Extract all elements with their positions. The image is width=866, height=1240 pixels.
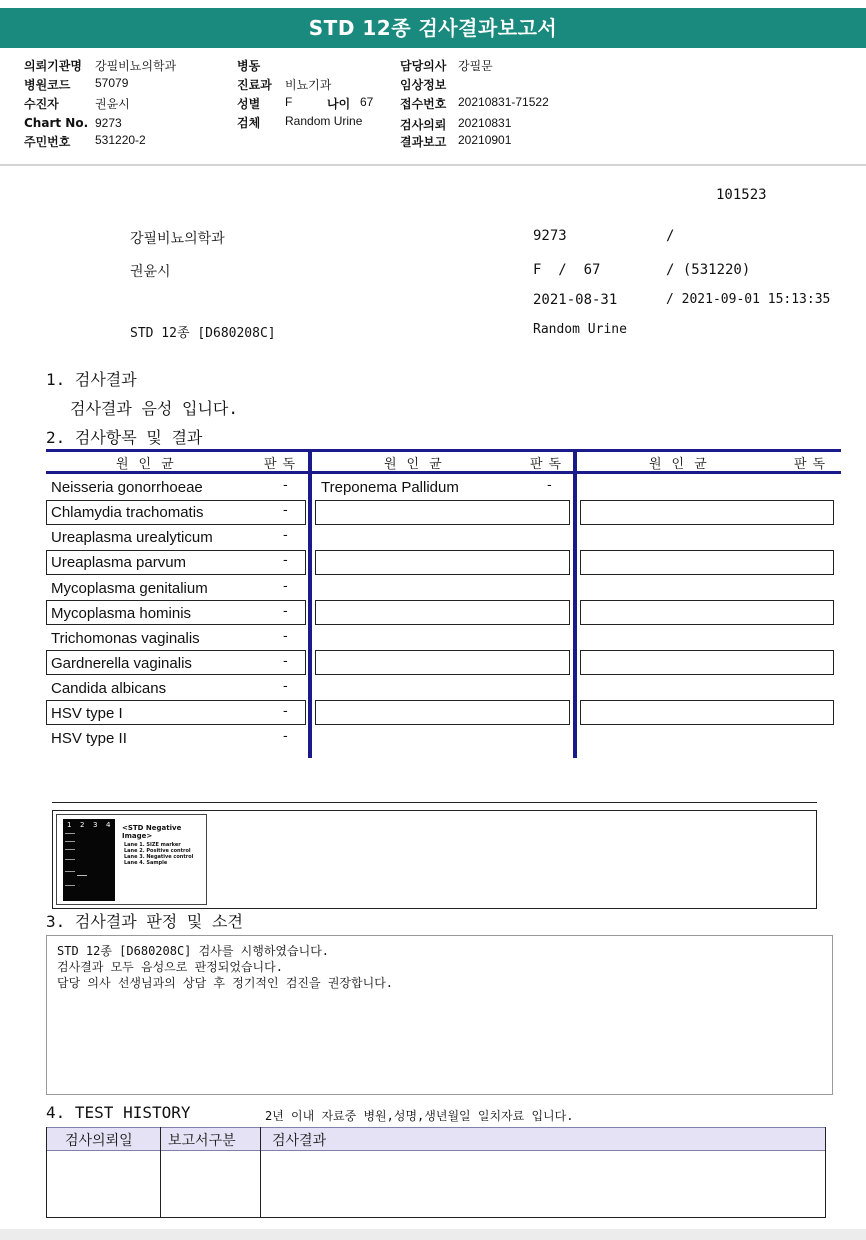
organism-result: - xyxy=(283,478,288,493)
organism-result: - xyxy=(283,503,288,518)
marker-band xyxy=(65,885,75,886)
col1-organism-header: 원인균 xyxy=(116,457,184,472)
organism-result: - xyxy=(283,579,288,594)
marker-band xyxy=(65,833,75,834)
resident-value: 531220-2 xyxy=(95,133,146,147)
history-col-date: 검사의뢰일 xyxy=(65,1133,133,1149)
organism-result: - xyxy=(283,704,288,719)
summary-specimen: Random Urine xyxy=(533,322,627,337)
doctor-value: 강필문 xyxy=(458,59,493,73)
col3-result-header: 판독 xyxy=(794,457,832,472)
patient-value: 권윤시 xyxy=(95,97,130,111)
specimen-label: 검체 xyxy=(237,116,261,130)
report-id: 101523 xyxy=(716,187,767,203)
summary-chart: 9273 xyxy=(533,228,567,244)
history-col-result: 검사결과 xyxy=(272,1133,327,1149)
page-bottom-bar xyxy=(0,1229,866,1240)
lane-number: 2 xyxy=(80,821,85,829)
receipt-label: 접수번호 xyxy=(400,97,447,111)
gel-legend-line: Lane 2. Positive control xyxy=(124,848,191,854)
section4-title: 4. TEST HISTORY xyxy=(46,1103,191,1122)
patient-label: 수진자 xyxy=(24,97,59,111)
gel-legend-line: Lane 3. Negative control xyxy=(124,854,194,860)
organism-name: Ureaplasma parvum xyxy=(51,554,187,571)
organism-name: Neisseria gonorrhoeae xyxy=(51,479,203,496)
organism-name: Trichomonas vaginalis xyxy=(51,630,200,647)
marker-band xyxy=(65,849,75,850)
opinion-line: 검사결과 모두 음성으로 판정되었습니다. xyxy=(57,960,283,974)
doctor-label: 담당의사 xyxy=(400,59,447,73)
organism-name: Chlamydia trachomatis xyxy=(51,504,204,521)
col2-result-header: 판독 xyxy=(530,457,568,472)
summary-birth: / (531220) xyxy=(666,262,751,278)
resident-label: 주민번호 xyxy=(24,135,71,149)
request-label: 검사의뢰 xyxy=(400,118,447,132)
organism-result: - xyxy=(283,729,288,744)
row-box xyxy=(580,600,834,625)
request-value: 20210831 xyxy=(458,116,512,130)
organism-result: - xyxy=(547,478,552,493)
organism-name: Ureaplasma urealyticum xyxy=(51,529,213,546)
report-title: STD 12종 검사결과보고서 xyxy=(0,8,866,48)
hospital-value: 강필비뇨의학과 xyxy=(95,59,177,73)
sex-value: F xyxy=(285,95,293,109)
col2-organism-header: 원인균 xyxy=(384,457,452,472)
organism-name: HSV type I xyxy=(51,705,123,722)
report-value: 20210901 xyxy=(458,133,512,147)
specimen-value: Random Urine xyxy=(285,114,363,128)
section3-title: 3. 검사결과 판정 및 소견 xyxy=(46,912,243,931)
image-top-rule xyxy=(52,802,817,803)
code-label: 병원코드 xyxy=(24,78,71,92)
history-border-left xyxy=(46,1127,47,1218)
summary-sex-age: F / 67 xyxy=(533,262,601,278)
organism-name: Treponema Pallidum xyxy=(321,479,459,496)
ward-label: 병동 xyxy=(237,59,261,73)
receipt-value: 20210831-71522 xyxy=(458,95,549,109)
gel-legend-line: Lane 4. Sample xyxy=(124,860,168,866)
history-header-row xyxy=(46,1127,826,1151)
organism-name: Gardnerella vaginalis xyxy=(51,655,192,672)
row-box xyxy=(580,700,834,725)
marker-band xyxy=(65,841,75,842)
organism-result: - xyxy=(283,553,288,568)
organism-name: HSV type II xyxy=(51,730,127,747)
organism-result: - xyxy=(283,604,288,619)
opinion-box xyxy=(46,935,833,1095)
history-col-type: 보고서구분 xyxy=(168,1133,236,1149)
organism-result: - xyxy=(283,528,288,543)
opinion-line: 담당 의사 선생님과의 상담 후 정기적인 검진을 권장합니다. xyxy=(57,976,394,990)
history-border-right xyxy=(825,1127,826,1218)
row-box xyxy=(580,650,834,675)
lane-number: 4 xyxy=(106,821,111,829)
section2-title: 2. 검사항목 및 결과 xyxy=(46,428,203,447)
marker-band xyxy=(65,871,75,872)
code-value: 57079 xyxy=(95,76,129,90)
summary-patient: 권윤시 xyxy=(130,264,171,280)
clinical-label: 임상정보 xyxy=(400,78,447,92)
table-top-rule xyxy=(46,449,841,452)
history-border-bottom xyxy=(46,1217,826,1218)
dept-label: 진료과 xyxy=(237,78,272,92)
col3-organism-header: 원인균 xyxy=(649,457,717,472)
history-note: 2년 이내 자료중 병원,성명,생년월일 일치자료 입니다. xyxy=(265,1109,574,1123)
organism-result: - xyxy=(283,629,288,644)
positive-control-band xyxy=(77,875,87,876)
section1-result: 검사결과 음성 입니다. xyxy=(70,399,239,418)
lane-number: 3 xyxy=(93,821,98,829)
summary-slash: / xyxy=(666,228,675,244)
gel-legend-title: <STD Negative Image> xyxy=(122,824,182,840)
summary-hospital: 강필비뇨의학과 xyxy=(130,231,225,247)
header-divider xyxy=(0,164,866,166)
table-divider-2 xyxy=(573,449,577,758)
chart-label: Chart No. xyxy=(24,116,89,130)
lane-number: 1 xyxy=(67,821,72,829)
hospital-label: 의뢰기관명 xyxy=(24,59,82,73)
sex-label: 성별 xyxy=(237,97,261,111)
organism-name: Candida albicans xyxy=(51,680,167,697)
row-box xyxy=(315,600,570,625)
row-box xyxy=(315,550,570,575)
row-box xyxy=(315,650,570,675)
summary-test: STD 12종 [D680208C] xyxy=(130,326,276,341)
row-box xyxy=(580,550,834,575)
row-box xyxy=(580,500,834,525)
dept-value: 비뇨기과 xyxy=(285,78,332,92)
organism-result: - xyxy=(283,654,288,669)
opinion-line: STD 12종 [D680208C] 검사를 시행하였습니다. xyxy=(57,944,330,958)
col1-result-header: 판독 xyxy=(264,457,302,472)
organism-name: Mycoplasma genitalium xyxy=(51,580,208,597)
row-box xyxy=(315,700,570,725)
section1-title: 1. 검사결과 xyxy=(46,370,137,389)
row-box xyxy=(315,500,570,525)
age-value: 67 xyxy=(360,95,374,109)
report-label: 결과보고 xyxy=(400,135,447,149)
organism-name: Mycoplasma hominis xyxy=(51,605,192,622)
summary-report-datetime: / 2021-09-01 15:13:35 xyxy=(666,292,831,307)
gel-photo xyxy=(63,819,115,901)
chart-value: 9273 xyxy=(95,116,122,130)
gel-legend-line: Lane 1. SIZE marker xyxy=(124,842,181,848)
history-divider xyxy=(260,1127,261,1218)
table-divider-1 xyxy=(308,449,312,758)
summary-request-date: 2021-08-31 xyxy=(533,292,618,308)
history-divider xyxy=(160,1127,161,1218)
marker-band xyxy=(65,859,75,860)
age-label: 나이 xyxy=(327,97,351,111)
gel-image xyxy=(56,814,207,905)
organism-result: - xyxy=(283,679,288,694)
